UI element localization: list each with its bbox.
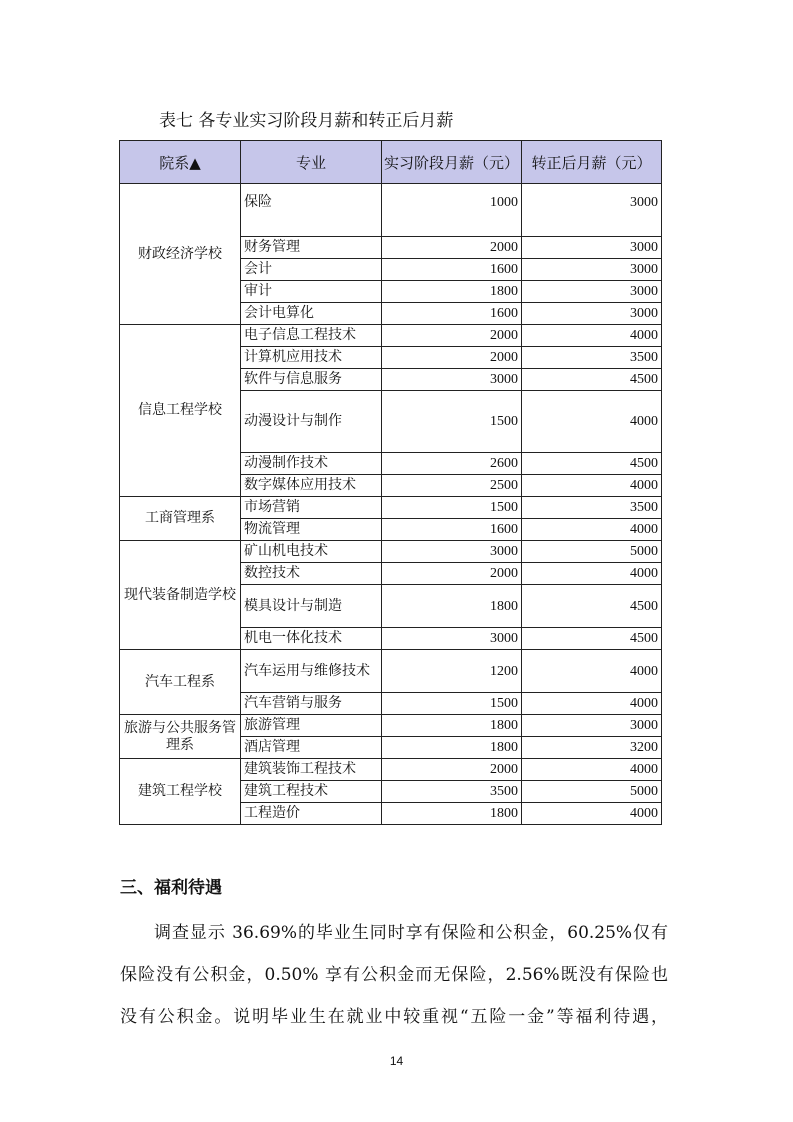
table-row bbox=[120, 715, 662, 737]
regular-salary-cell: 4500 bbox=[522, 369, 662, 391]
intern-salary-cell: 2000 bbox=[382, 237, 522, 259]
table-body bbox=[120, 184, 662, 825]
intern-salary-cell: 2000 bbox=[382, 325, 522, 347]
regular-salary-cell: 4500 bbox=[522, 628, 662, 650]
paragraph-line: 调查显示 36.69%的毕业生同时享有保险和公积金，60.25%仅有 bbox=[154, 923, 668, 943]
school-cell: 财政经济学校 bbox=[120, 184, 241, 325]
intern-salary-cell: 3000 bbox=[382, 541, 522, 563]
major-cell: 物流管理 bbox=[241, 519, 382, 541]
school-cell: 旅游与公共服务管理系 bbox=[120, 715, 241, 759]
salary-table bbox=[119, 140, 662, 825]
school-cell: 现代装备制造学校 bbox=[120, 541, 241, 650]
intern-salary-cell: 1800 bbox=[382, 585, 522, 628]
major-cell: 汽车营销与服务 bbox=[241, 693, 382, 715]
major-cell: 建筑工程技术 bbox=[241, 781, 382, 803]
regular-salary-cell: 3200 bbox=[522, 737, 662, 759]
regular-salary-cell: 3000 bbox=[522, 715, 662, 737]
table-row bbox=[120, 759, 662, 781]
major-cell: 电子信息工程技术 bbox=[241, 325, 382, 347]
intern-salary-cell: 1800 bbox=[382, 715, 522, 737]
regular-salary-cell: 4000 bbox=[522, 803, 662, 825]
intern-salary-cell: 1600 bbox=[382, 303, 522, 325]
header-school: 院系▲ bbox=[120, 141, 241, 184]
major-cell: 市场营销 bbox=[241, 497, 382, 519]
school-cell: 汽车工程系 bbox=[120, 650, 241, 715]
table-row bbox=[120, 325, 662, 347]
regular-salary-cell: 3500 bbox=[522, 347, 662, 369]
major-cell: 模具设计与制造 bbox=[241, 585, 382, 628]
paragraph-line: 没有公积金。说明毕业生在就业中较重视“五险一金”等福利待遇， bbox=[120, 1007, 668, 1027]
major-cell: 动漫设计与制作 bbox=[241, 391, 382, 453]
regular-salary-cell: 4000 bbox=[522, 519, 662, 541]
major-cell: 机电一体化技术 bbox=[241, 628, 382, 650]
major-cell: 矿山机电技术 bbox=[241, 541, 382, 563]
intern-salary-cell: 3500 bbox=[382, 781, 522, 803]
intern-salary-cell: 3000 bbox=[382, 369, 522, 391]
regular-salary-cell: 3000 bbox=[522, 259, 662, 281]
regular-salary-cell: 5000 bbox=[522, 541, 662, 563]
major-cell: 会计 bbox=[241, 259, 382, 281]
regular-salary-cell: 4000 bbox=[522, 563, 662, 585]
major-cell: 汽车运用与维修技术 bbox=[241, 650, 382, 693]
intern-salary-cell: 1600 bbox=[382, 259, 522, 281]
regular-salary-cell: 5000 bbox=[522, 781, 662, 803]
intern-salary-cell: 2000 bbox=[382, 759, 522, 781]
regular-salary-cell: 4500 bbox=[522, 585, 662, 628]
intern-salary-cell: 1800 bbox=[382, 803, 522, 825]
header-intern-salary: 实习阶段月薪（元） bbox=[382, 141, 522, 184]
regular-salary-cell: 4000 bbox=[522, 650, 662, 693]
intern-salary-cell: 2000 bbox=[382, 347, 522, 369]
section-title: 三、福利待遇 bbox=[120, 878, 222, 898]
intern-salary-cell: 1500 bbox=[382, 693, 522, 715]
paragraph-line: 保险没有公积金，0.50% 享有公积金而无保险，2.56%既没有保险也 bbox=[120, 965, 668, 985]
regular-salary-cell: 4000 bbox=[522, 325, 662, 347]
major-cell: 财务管理 bbox=[241, 237, 382, 259]
major-cell: 软件与信息服务 bbox=[241, 369, 382, 391]
body-paragraph bbox=[120, 912, 668, 1038]
intern-salary-cell: 1200 bbox=[382, 650, 522, 693]
major-cell: 数控技术 bbox=[241, 563, 382, 585]
table-row bbox=[120, 650, 662, 693]
major-cell: 会计电算化 bbox=[241, 303, 382, 325]
table-row bbox=[120, 497, 662, 519]
major-cell: 工程造价 bbox=[241, 803, 382, 825]
intern-salary-cell: 1000 bbox=[382, 184, 522, 237]
regular-salary-cell: 3000 bbox=[522, 237, 662, 259]
major-cell: 建筑装饰工程技术 bbox=[241, 759, 382, 781]
page-number: 14 bbox=[389, 1054, 404, 1068]
regular-salary-cell: 3000 bbox=[522, 303, 662, 325]
table-caption: 表七 各专业实习阶段月薪和转正后月薪 bbox=[159, 111, 454, 131]
intern-salary-cell: 2600 bbox=[382, 453, 522, 475]
table-row bbox=[120, 184, 662, 237]
header-regular-salary: 转正后月薪（元） bbox=[522, 141, 662, 184]
regular-salary-cell: 4000 bbox=[522, 391, 662, 453]
header-major: 专业 bbox=[241, 141, 382, 184]
major-cell: 动漫制作技术 bbox=[241, 453, 382, 475]
intern-salary-cell: 1800 bbox=[382, 737, 522, 759]
intern-salary-cell: 1800 bbox=[382, 281, 522, 303]
school-cell: 信息工程学校 bbox=[120, 325, 241, 497]
regular-salary-cell: 3000 bbox=[522, 184, 662, 237]
intern-salary-cell: 1500 bbox=[382, 497, 522, 519]
intern-salary-cell: 2500 bbox=[382, 475, 522, 497]
intern-salary-cell: 3000 bbox=[382, 628, 522, 650]
intern-salary-cell: 1500 bbox=[382, 391, 522, 453]
major-cell: 数字媒体应用技术 bbox=[241, 475, 382, 497]
regular-salary-cell: 4000 bbox=[522, 693, 662, 715]
intern-salary-cell: 1600 bbox=[382, 519, 522, 541]
regular-salary-cell: 4500 bbox=[522, 453, 662, 475]
regular-salary-cell: 4000 bbox=[522, 759, 662, 781]
major-cell: 审计 bbox=[241, 281, 382, 303]
table-header-row bbox=[120, 141, 662, 184]
major-cell: 保险 bbox=[241, 184, 382, 237]
school-cell: 建筑工程学校 bbox=[120, 759, 241, 825]
regular-salary-cell: 4000 bbox=[522, 475, 662, 497]
major-cell: 旅游管理 bbox=[241, 715, 382, 737]
intern-salary-cell: 2000 bbox=[382, 563, 522, 585]
school-cell: 工商管理系 bbox=[120, 497, 241, 541]
major-cell: 计算机应用技术 bbox=[241, 347, 382, 369]
major-cell: 酒店管理 bbox=[241, 737, 382, 759]
regular-salary-cell: 3000 bbox=[522, 281, 662, 303]
table-row bbox=[120, 541, 662, 563]
regular-salary-cell: 3500 bbox=[522, 497, 662, 519]
